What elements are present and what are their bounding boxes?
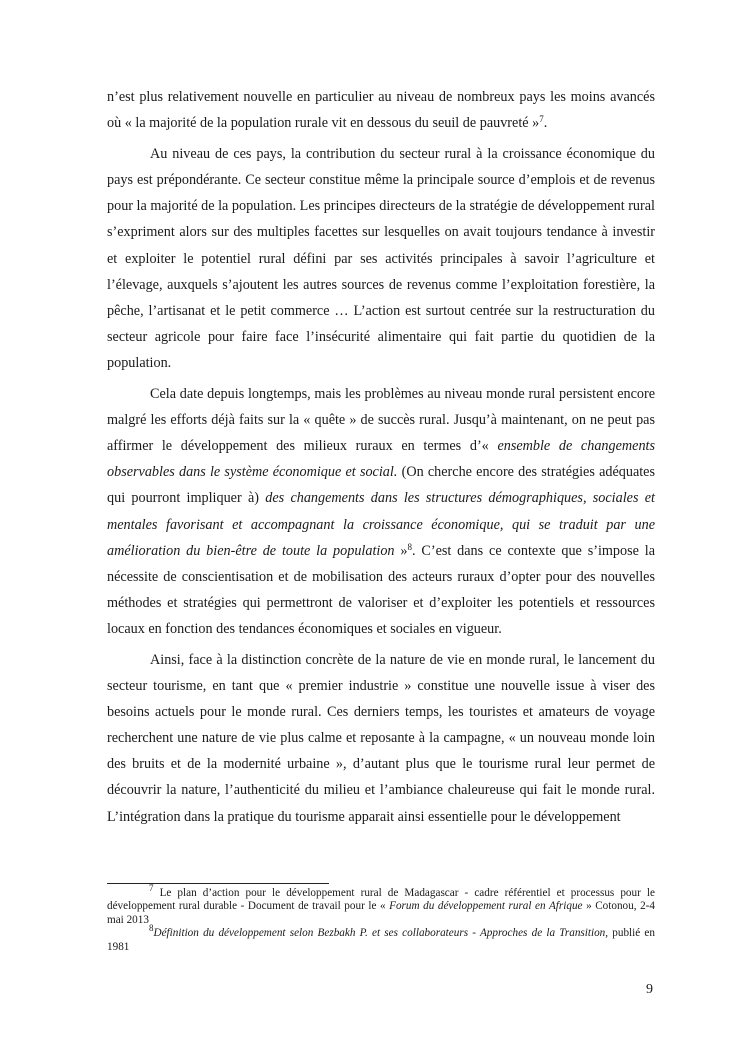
footnote-marker: 8 bbox=[149, 923, 154, 934]
text-run: n’est plus relativement nouvelle en particulier au niveau de nombreux pays les moins avancés où « la majorité de la population rurale vit en dessous du seuil de pauvreté » bbox=[107, 89, 655, 132]
paragraph-1 bbox=[107, 84, 655, 136]
text-run: . bbox=[543, 115, 548, 132]
page-number: 9 bbox=[646, 982, 653, 997]
document-body bbox=[107, 84, 655, 835]
text-run: Au niveau de ces pays, la contribution du secteur rural à la croissance économique du pays est prépondérante. Ce secteur constitue même la principale source d’emplois et de revenus pour la majorité de la population. Les principes directeurs de la stratégie de développement rural s’expriment alors sur des multiples facettes sur lesquelles on avait toujours tendance à investir et exploiter le potentiel rural défini par ses activités principales à savoir l’agriculture et l’élevage, auxquels s’ajoutent les autres sources de revenus comme l’exploitation forestière, la pêche, l’artisanat et le petit commerce … L’action est surtout centrée sur la restructuration du secteur agricole pour faire face l’insécurité alimentaire qui fait partie du quotidien de la population. bbox=[107, 146, 655, 371]
text-run: » bbox=[394, 542, 408, 559]
footnote-7 bbox=[107, 883, 655, 927]
text-run: . C’est dans ce contexte que s’impose la nécessite de conscientisation et de mobilisation des acteurs ruraux d’opter pour des nouvelles méthodes et stratégies qui permettront de valoriser et d’exploiter les potentiels et ressources locaux en fonction des tendances économiques et sociales en vigueur. bbox=[107, 542, 656, 637]
italic-text: des changements dans les structures démographiques, sociales et mentales favorisant et accompagnant la croissance économique, qui se traduit par une amélioration du bien-être de toute la population bbox=[107, 490, 655, 559]
text-run: Cela date depuis longtemps, mais les problèmes au niveau monde rural persistent encore malgré les efforts déjà faits sur la « quête » de succès rural. Jusqu’à maintenant, on ne peut pas affirmer le développement des milieux ruraux en termes d’« bbox=[107, 386, 655, 455]
footnote-marker: 8 bbox=[407, 541, 412, 552]
italic-text: Définition du développement selon Bezbakh P. et ses collaborateurs - Approches de la Transition, bbox=[153, 927, 609, 940]
text-run: Ainsi, face à la distinction concrète de la nature de vie en monde rural, le lancement du secteur tourisme, en tant que « premier industrie » constitue une nouvelle issue à viser des besoins actuels pour le monde rural. Ces derniers temps, les touristes et amateurs de voyage recherchent une nature de vie plus calme et reposante à la campagne, « un nouveau monde loin des bruits et de la modernité urbaine », d’autant plus que le tourisme rural leur permet de découvrir la nature, l’authenticité du milieu et l’ambiance chaleureuse qui fait le monde rural. L’intégration dans la pratique du tourisme apparait ainsi essentielle pour le développement bbox=[107, 651, 655, 825]
paragraph-3 bbox=[107, 381, 655, 642]
footnote-separator bbox=[107, 883, 329, 884]
footnote-marker: 7 bbox=[149, 883, 154, 893]
text-run: (On cherche encore des stratégies adéquates qui pourront impliquer à) bbox=[107, 464, 655, 507]
paragraph-2 bbox=[107, 141, 655, 376]
footnote-8 bbox=[107, 923, 655, 954]
paragraph-4 bbox=[107, 647, 655, 830]
footnote-marker: 7 bbox=[539, 114, 544, 125]
text-run: » Cotonou, 2-4 mai 2013 bbox=[107, 900, 655, 926]
text-run: publié en 1981 bbox=[107, 927, 655, 953]
italic-text: ensemble de changements observables dans le système économique et social. bbox=[107, 438, 655, 481]
footnotes bbox=[107, 883, 655, 954]
text-run: Le plan d’action pour le développement rural de Madagascar - cadre référentiel et processus pour le développement rural durable - Document de travail pour le « bbox=[107, 887, 655, 913]
italic-text: Forum du développement rural en Afrique bbox=[389, 900, 583, 913]
